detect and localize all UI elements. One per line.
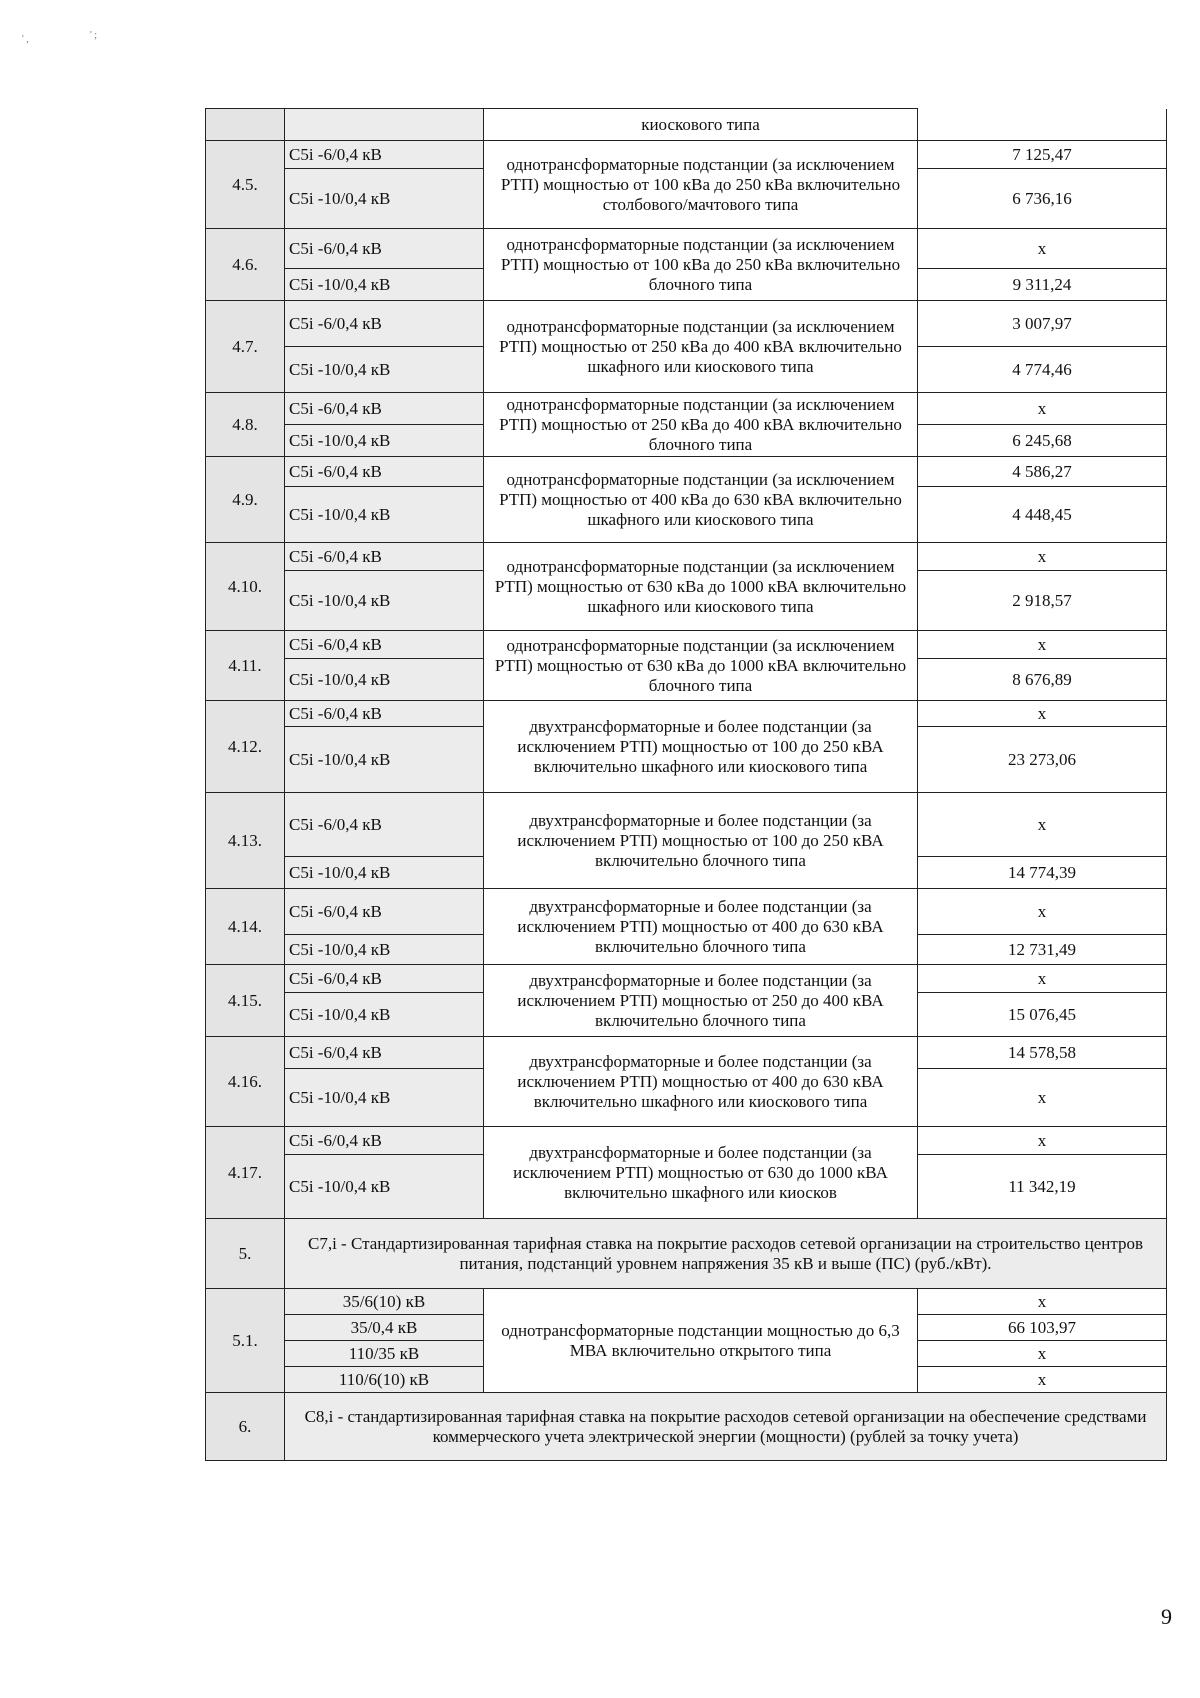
rate-value: 6 245,68 — [918, 425, 1167, 457]
voltage-code: С5i -6/0,4 кВ — [285, 301, 484, 347]
rate-value: 2 918,57 — [918, 571, 1167, 631]
voltage-code: С5i -10/0,4 кВ — [285, 169, 484, 229]
rate-value: 66 103,97 — [918, 1315, 1167, 1341]
rate-value: 9 311,24 — [918, 269, 1167, 301]
row-number: 4.16. — [206, 1037, 285, 1127]
rate-value: 6 736,16 — [918, 169, 1167, 229]
rate-value: 14 578,58 — [918, 1037, 1167, 1069]
row-number: 4.12. — [206, 701, 285, 793]
rate-value: 4 774,46 — [918, 347, 1167, 393]
scan-speck: ' ; — [90, 30, 98, 41]
voltage-code: С5i -10/0,4 кВ — [285, 1155, 484, 1219]
substation-description: однотрансформаторные подстанции мощностью до 6,3 МВА включительно открытого типа — [484, 1289, 918, 1393]
voltage-code: 110/35 кВ — [285, 1341, 484, 1367]
substation-description: однотрансформаторные подстанции (за исключением РТП) мощностью от 100 кВа до 250 кВа включительно столбового/мачтового типа — [484, 141, 918, 229]
substation-description: двухтрансформаторные и более подстанции (за исключением РТП) мощностью от 630 до 1000 кВА включительно шкафного или киосков — [484, 1127, 918, 1219]
substation-description: однотрансформаторные подстанции (за исключением РТП) мощностью от 630 кВа до 1000 кВА включительно блочного типа — [484, 631, 918, 701]
voltage-code: С5i -6/0,4 кВ — [285, 793, 484, 857]
voltage-code: С5i -10/0,4 кВ — [285, 935, 484, 965]
substation-description: однотрансформаторные подстанции (за исключением РТП) мощностью от 630 кВа до 1000 кВА включительно шкафного или киоскового типа — [484, 543, 918, 631]
substation-description: двухтрансформаторные и более подстанции (за исключением РТП) мощностью от 250 до 400 кВА включительно блочного типа — [484, 965, 918, 1037]
voltage-code: С5i -6/0,4 кВ — [285, 1037, 484, 1069]
row-number: 4.6. — [206, 229, 285, 301]
row-number: 4.13. — [206, 793, 285, 889]
voltage-code: С5i -6/0,4 кВ — [285, 543, 484, 571]
voltage-code: С5i -10/0,4 кВ — [285, 727, 484, 793]
voltage-code: 110/6(10) кВ — [285, 1367, 484, 1393]
rate-value: х — [918, 229, 1167, 269]
section-number: 6. — [206, 1393, 285, 1461]
tariff-table — [205, 108, 1167, 1461]
voltage-code: 35/0,4 кВ — [285, 1315, 484, 1341]
rate-value: х — [918, 1341, 1167, 1367]
table-row — [206, 889, 1167, 935]
row-number: 4.15. — [206, 965, 285, 1037]
row-number: 4.8. — [206, 393, 285, 457]
table-row — [206, 1127, 1167, 1155]
voltage-code: С5i -10/0,4 кВ — [285, 659, 484, 701]
substation-description: однотрансформаторные подстанции (за исключением РТП) мощностью от 250 кВа до 400 кВА включительно блочного типа — [484, 393, 918, 457]
rate-value: 4 586,27 — [918, 457, 1167, 487]
rate-value: х — [918, 1367, 1167, 1393]
rate-value: х — [918, 965, 1167, 993]
voltage-code: С5i -10/0,4 кВ — [285, 857, 484, 889]
table-row — [206, 965, 1167, 993]
table-row — [206, 301, 1167, 347]
table-row — [206, 631, 1167, 659]
section-row — [206, 1393, 1167, 1461]
substation-description: однотрансформаторные подстанции (за исключением РТП) мощностью от 250 кВа до 400 кВА включительно шкафного или киоскового типа — [484, 301, 918, 393]
top-fragment-cell: киоскового типа — [484, 109, 918, 141]
substation-description: двухтрансформаторные и более подстанции (за исключением РТП) мощностью от 400 до 630 кВА включительно шкафного или киоскового типа — [484, 1037, 918, 1127]
voltage-code: С5i -10/0,4 кВ — [285, 425, 484, 457]
row-number: 4.5. — [206, 141, 285, 229]
section-title: С7,i - Стандартизированная тарифная ставка на покрытие расходов сетевой организации на строительство центров питания, подстанций уровнем напряжения 35 кВ и выше (ПС) (руб./кВт). — [285, 1219, 1167, 1289]
voltage-code: С5i -6/0,4 кВ — [285, 631, 484, 659]
rate-value: 3 007,97 — [918, 301, 1167, 347]
rate-value: 12 731,49 — [918, 935, 1167, 965]
voltage-code: 35/6(10) кВ — [285, 1289, 484, 1315]
voltage-code: С5i -6/0,4 кВ — [285, 393, 484, 425]
voltage-code: С5i -6/0,4 кВ — [285, 701, 484, 727]
row-number: 4.7. — [206, 301, 285, 393]
voltage-code: С5i -10/0,4 кВ — [285, 993, 484, 1037]
row-number: 4.10. — [206, 543, 285, 631]
table-row — [206, 393, 1167, 425]
row-number: 4.11. — [206, 631, 285, 701]
rate-value: 14 774,39 — [918, 857, 1167, 889]
rate-value: 7 125,47 — [918, 141, 1167, 169]
voltage-code: С5i -10/0,4 кВ — [285, 571, 484, 631]
row-number: 4.14. — [206, 889, 285, 965]
table-row — [206, 229, 1167, 269]
voltage-code: С5i -10/0,4 кВ — [285, 487, 484, 543]
rate-value: х — [918, 1289, 1167, 1315]
rate-value: х — [918, 393, 1167, 425]
table-row — [206, 457, 1167, 487]
rate-value: 11 342,19 — [918, 1155, 1167, 1219]
rate-value: 23 273,06 — [918, 727, 1167, 793]
table-row — [206, 109, 1167, 141]
rate-value: 15 076,45 — [918, 993, 1167, 1037]
voltage-code: С5i -10/0,4 кВ — [285, 269, 484, 301]
table-row — [206, 1289, 1167, 1315]
rate-value: 4 448,45 — [918, 487, 1167, 543]
substation-description: однотрансформаторные подстанции (за исключением РТП) мощностью от 400 кВа до 630 кВА включительно шкафного или киоскового типа — [484, 457, 918, 543]
voltage-code: С5i -6/0,4 кВ — [285, 229, 484, 269]
row-number: 4.17. — [206, 1127, 285, 1219]
row-number: 5.1. — [206, 1289, 285, 1393]
rate-value: х — [918, 1069, 1167, 1127]
voltage-code: С5i -10/0,4 кВ — [285, 1069, 484, 1127]
rate-value: х — [918, 543, 1167, 571]
voltage-code: С5i -6/0,4 кВ — [285, 457, 484, 487]
rate-value: х — [918, 701, 1167, 727]
substation-description: однотрансформаторные подстанции (за исключением РТП) мощностью от 100 кВа до 250 кВа включительно блочного типа — [484, 229, 918, 301]
table-row — [206, 543, 1167, 571]
rate-value: 8 676,89 — [918, 659, 1167, 701]
section-row — [206, 1219, 1167, 1289]
rate-value: х — [918, 631, 1167, 659]
rate-value: х — [918, 793, 1167, 857]
table-row — [206, 141, 1167, 169]
section-number: 5. — [206, 1219, 285, 1289]
table-row — [206, 1037, 1167, 1069]
voltage-code: С5i -6/0,4 кВ — [285, 889, 484, 935]
page-number: 9 — [1161, 1604, 1172, 1629]
table-row — [206, 793, 1167, 857]
voltage-code: С5i -10/0,4 кВ — [285, 347, 484, 393]
substation-description: двухтрансформаторные и более подстанции (за исключением РТП) мощностью от 100 до 250 кВА включительно шкафного или киоскового типа — [484, 701, 918, 793]
voltage-code: С5i -6/0,4 кВ — [285, 141, 484, 169]
section-title: С8,i - стандартизированная тарифная ставка на покрытие расходов сетевой организации на обеспечение средствами коммерческого учета электрической энергии (мощности) (рублей за точку учета) — [285, 1393, 1167, 1461]
voltage-code: С5i -6/0,4 кВ — [285, 965, 484, 993]
scan-speck: ' , — [22, 34, 29, 45]
table-row — [206, 701, 1167, 727]
voltage-code: С5i -6/0,4 кВ — [285, 1127, 484, 1155]
substation-description: двухтрансформаторные и более подстанции (за исключением РТП) мощностью от 100 до 250 кВА включительно блочного типа — [484, 793, 918, 889]
rate-value: х — [918, 889, 1167, 935]
row-number: 4.9. — [206, 457, 285, 543]
substation-description: двухтрансформаторные и более подстанции (за исключением РТП) мощностью от 400 до 630 кВА включительно блочного типа — [484, 889, 918, 965]
rate-value: х — [918, 1127, 1167, 1155]
